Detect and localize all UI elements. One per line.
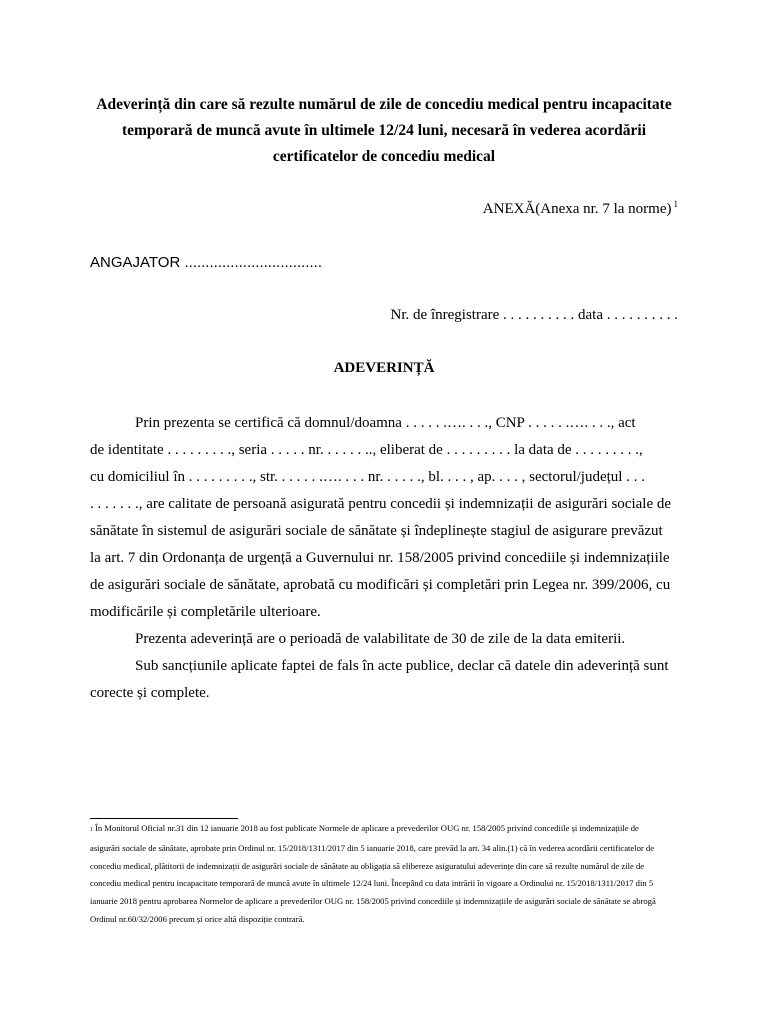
certificate-heading: ADEVERINȚĂ	[333, 360, 435, 376]
title-line: temporară de muncă avute în ultimele 12/24 luni, necesară în vederea acordării	[121, 122, 647, 139]
footnote-marker: 1	[90, 827, 93, 833]
footnote-line: Ordinul nr.60/32/2006 precum și orice altă dispoziție contrară.	[90, 913, 305, 924]
annex-text: ANEXĂ(Anexa nr. 7 la norme)	[482, 201, 672, 217]
footnote-line: ianuarie 2018 pentru aprobarea Normelor de aplicare a prevederilor OUG nr. 158/2005 privind concediile și indemnizațiile de asigurări sociale de sănătate se abrogă	[90, 896, 656, 907]
annex-label	[483, 199, 678, 218]
body-line: la art. 7 din Ordonanța de urgență a Guvernului nr. 158/2005 privind concediile și indemnizațiile	[90, 550, 670, 566]
body-line: . . . . . . ., are calitate de persoană asigurată pentru concedii și indemnizații de asigurări sociale de	[90, 496, 672, 512]
title-line: certificatelor de concediu medical	[272, 148, 496, 165]
body-line: de asigurări sociale de sănătate, aprobată cu modificări și completări prin Legea nr. 399/2006, cu	[90, 577, 671, 593]
footnote	[90, 820, 680, 929]
body-line: Prezenta adeverință are o perioadă de valabilitate de 30 de zile de la data emiterii.	[135, 631, 626, 647]
body-line: modificările și completările ulterioare.	[90, 604, 321, 620]
body-line: de identitate . . . . . . . . ., seria . . . . . nr. . . . . . .., eliberat de . . . . . . . . . la data de . . . . . . . . .,	[90, 442, 643, 458]
footnote-line: concediu medical pentru incapacitate temporară de muncă avute în ultimele 12/24 luni. Începând cu data intrării în vigoare a Ordinului nr. 15/2018/1311/2017 din 5	[90, 878, 654, 889]
footnote-line	[90, 820, 680, 840]
employer-line: ANGAJATOR .................................	[90, 254, 322, 271]
footnote-line: concediu medical, plătitorii de indemnizații de asigurări sociale de sănătate au obligația să elibereze asiguratului adeverințe din care să rezulte numărul de zile de	[90, 860, 645, 871]
footnote-separator	[90, 818, 238, 819]
body-line: Sub sancțiunile aplicate faptei de fals în acte publice, declar că datele din adeverință sunt	[135, 658, 669, 674]
body-line: cu domiciliul în . . . . . . . . ., str. . . . . . .…. . . . nr. . . . . ., bl. . . . , ap. . . . , sectorul/județul . . .	[90, 469, 645, 485]
body-line: Prin prezenta se certifică că domnul/doamna . . . . . .…. . . ., CNP . . . . . .…. . . ., act	[135, 415, 636, 431]
document-title	[90, 92, 678, 170]
body-line: sănătate în sistemul de asigurări sociale de sănătate și îndeplinește stagiul de asigurare prevăzut	[90, 523, 663, 539]
certificate-body	[90, 410, 680, 707]
title-line: Adeverință din care să rezulte numărul de zile de concediu medical pentru incapacitate	[96, 96, 672, 113]
registration-line: Nr. de înregistrare . . . . . . . . . . data . . . . . . . . . .	[390, 307, 678, 323]
footnote-line: asigurări sociale de sănătate, aprobate prin Ordinul nr. 15/2018/1311/2017 din 5 ianuarie 2018, care prevăd la art. 34 alin.(1) că în vederea acordării certificatelor de	[90, 842, 655, 853]
footnote-text: În Monitorul Oficial nr.31 din 12 ianuarie 2018 au fost publicate Normele de aplicare a prevederilor OUG nr. 158/2005 privind concediile și indemnizațiile de	[95, 823, 639, 833]
footnote-reference: 1	[673, 199, 678, 209]
body-line: corecte și complete.	[90, 685, 210, 701]
